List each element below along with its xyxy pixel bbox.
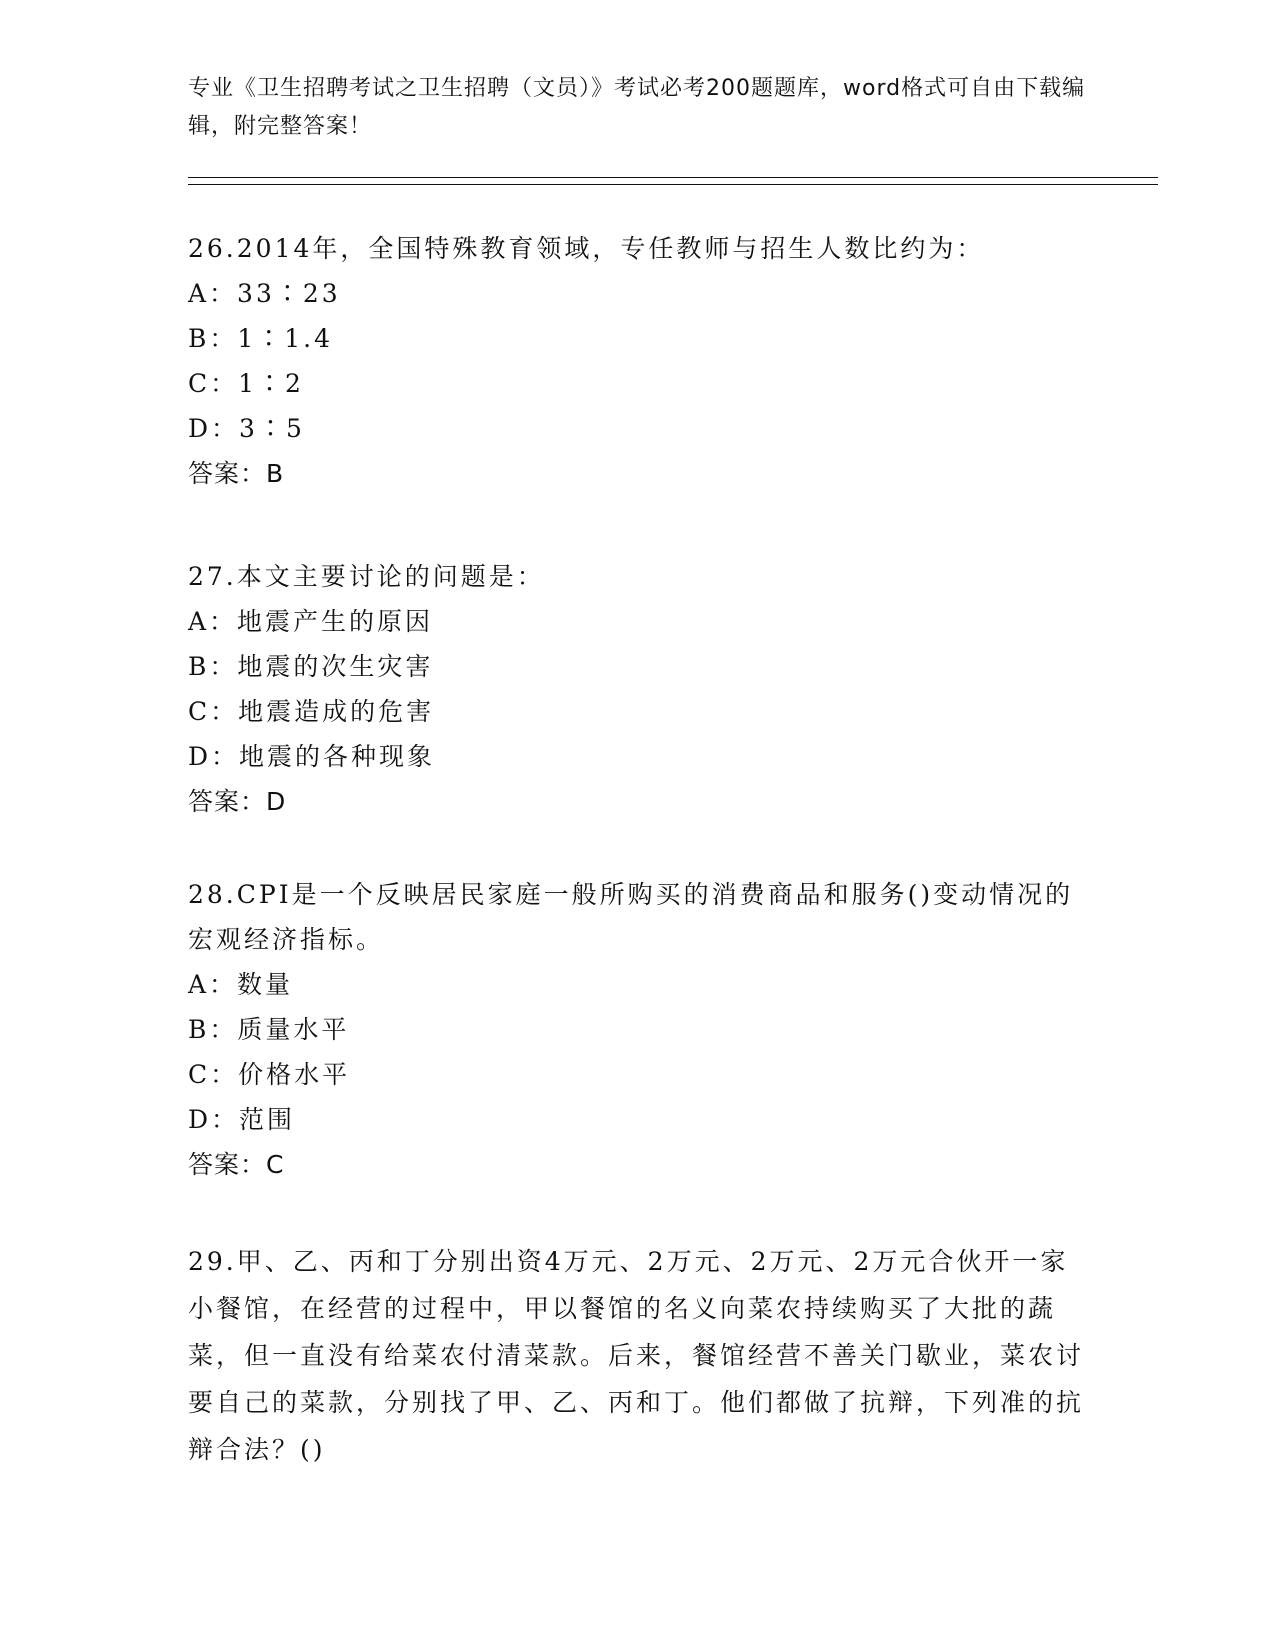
option-c: C：价格水平 [188, 1060, 351, 1089]
option-b: B：地震的次生灾害 [188, 652, 434, 681]
option-d: D：地震的各种现象 [188, 742, 436, 771]
header-divider-bottom [188, 184, 1158, 185]
document-header: 专业《卫生招聘考试之卫生招聘（文员）》考试必考200题题库，word格式可自由下载编辑，附完整答案！ [188, 76, 1086, 139]
header-divider-top [188, 177, 1158, 178]
option-a: A：数量 [188, 970, 294, 999]
answer-label: 答案：B [188, 459, 285, 488]
question-text: 29.甲、乙、丙和丁分别出资4万元、2万元、2万元、2万元合伙开一家小餐馆，在经营的过程中，甲以餐馆的名义向菜农持续购买了大批的蔬菜，但一直没有给菜农付清菜款。后来，餐馆经营不善关门歇业，菜农讨要自己的菜款，分别找了甲、乙、丙和丁。他们都做了抗辩，下列准的抗辩合法？() [188, 1247, 1085, 1464]
option-b: B：质量水平 [188, 1015, 350, 1044]
question-29 [188, 1238, 1088, 1473]
option-b: B：1∶1.4 [188, 324, 334, 353]
option-a: A：33∶23 [188, 279, 341, 308]
question-27 [188, 554, 1088, 824]
option-c: C：地震造成的危害 [188, 697, 435, 726]
question-text: 28.CPI是一个反映居民家庭一般所购买的消费商品和服务()变动情况的宏观经济指标。 [188, 880, 1074, 954]
option-c: C：1∶2 [188, 369, 304, 398]
option-a: A：地震产生的原因 [188, 607, 434, 636]
option-d: D：3∶5 [188, 414, 305, 443]
question-28 [188, 872, 1088, 1187]
answer-label: 答案：C [188, 1150, 285, 1179]
question-text: 26.2014年，全国特殊教育领域，专任教师与招生人数比约为： [188, 234, 985, 263]
option-d: D：范围 [188, 1105, 296, 1134]
question-26 [188, 226, 1088, 496]
question-text: 27.本文主要讨论的问题是： [188, 562, 545, 591]
answer-label: 答案：D [188, 787, 287, 816]
